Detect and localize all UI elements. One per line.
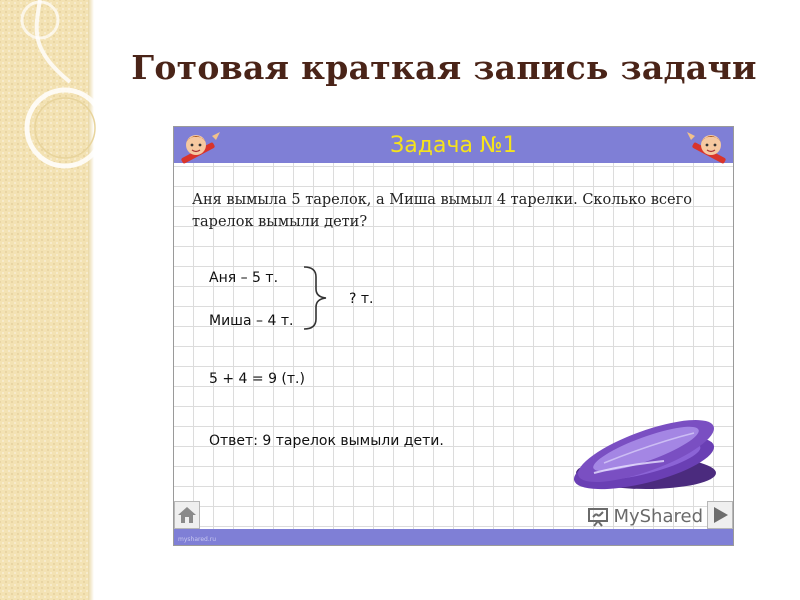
slide-header-title: Задача №1 [390, 133, 517, 158]
home-button[interactable] [174, 501, 200, 529]
page-title: Готовая краткая запись задачи [131, 48, 757, 87]
brand-label: MyShared [613, 506, 703, 527]
problem-statement: Аня вымыла 5 тарелок, а Миша вымыл 4 тарелки. Сколько всего тарелок вымыли дети? [192, 192, 692, 230]
record-line-anya: Аня – 5 т. [209, 270, 279, 286]
equation: 5 + 4 = 9 (т.) [209, 371, 305, 387]
arrow-right-icon [708, 502, 732, 528]
answer-text: Ответ: 9 тарелок вымыли дети. [209, 433, 444, 449]
myshared-watermark [587, 506, 703, 527]
plates-image [564, 403, 724, 503]
slide-frame [173, 126, 734, 546]
slide-footer-bar [174, 529, 733, 545]
home-icon [175, 502, 199, 528]
curly-brace [302, 265, 342, 331]
record-line-misha: Миша – 4 т. [209, 313, 294, 329]
presentation-board-icon [587, 507, 609, 527]
question-unknown: ? т. [349, 291, 374, 307]
kid-with-pencil-icon [176, 128, 220, 164]
kid-with-pencil-icon [687, 128, 731, 164]
decorative-rings [0, 0, 140, 220]
next-slide-button[interactable] [707, 501, 733, 529]
footer-url: myshared.ru [178, 536, 217, 543]
